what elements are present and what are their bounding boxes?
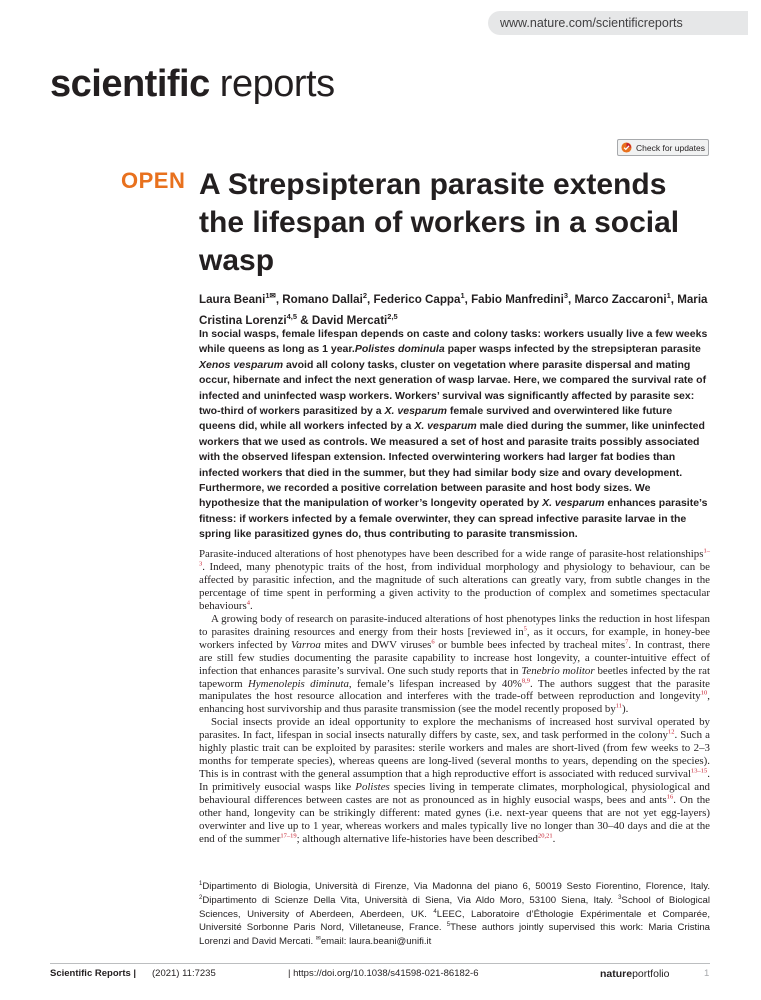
check-for-updates-label: Check for updates	[636, 143, 705, 153]
affiliations: $^1$Dipartimento di Biologia, Università di Firenze, Via Madonna del piano 6, 50019 Sesto Fiorentino, Florence, Italy. $^2$Dipartimento di Scienze Della Vita, Università di Siena, Via Aldo Moro, 53100 Siena, Italy. $^3$School of Biological Sciences, University of Aberdeen, Aberdeen, UK. $^4$LEEC, Laboratoire d’Éthologie Expérimentale et Comparée, Université Sorbonne Paris Nord, Villetaneuse, France. $^5$These authors jointly supervised this work: Maria Cristina Lorenzi and David Mercati. ✉email: laura.beani@unifi.it	[199, 880, 710, 948]
author-affiliation: 4,5	[286, 311, 298, 321]
author-name[interactable]: Fabio Manfredini	[471, 292, 564, 306]
author-affiliation: 3	[563, 291, 568, 300]
abstract: In social wasps, female lifespan depends on caste and colony tasks: workers usually live a few weeks while queens as long as 1 year.Polistes dominula paper wasps infected by the strepsipteran parasite Xenos vesparum avoid all colony tasks, cluster on vegetation where parasite dispersal and mating occur, hibernate and infect the next generation of wasp larvae. Here, we compared the survival rate of infected and uninfected wasp workers. Workers’ survival was significantly affected by parasite sex: two-third of workers parasitized by a X. vesparum female survived and overwintered like future queens did, while all workers infected by a X. vesparum male died during the summer, like uninfected workers that we used as controls. We measured a set of host and parasite traits possibly associated with the observed lifespan extension. Infected overwintering workers had larger fat bodies than infected workers that died in the summer, but they had similar body size and ovary development. Furthermore, we recorded a positive correlation between parasite and host body sizes. We hypothesize that the manipulation of worker’s longevity operated by X. vesparum enhances parasite’s fitness: if workers infected by a female overwinter, they can spread infective parasite larvae in the spring like parasitized gynes do, thus contributing to parasite transmission.	[199, 328, 708, 541]
masthead-bold: scientific	[50, 63, 210, 105]
masthead-light: reports	[219, 63, 335, 105]
reference-link[interactable]: 13–15	[691, 767, 708, 775]
reference-link[interactable]: 16	[666, 793, 674, 801]
footer-journal: Scientific Reports |	[50, 968, 137, 979]
author-list: Laura Beani$^{1✉}$, Romano Dallai$^2$, Federico Cappa$^1$, Fabio Manfredini$^3$, Marco Zaccaroni$^1$, Maria Cristina Lorenzi$^{4,5}$ & David Mercati$^{2,5}$	[199, 291, 708, 327]
page-footer	[50, 967, 710, 983]
reference-link[interactable]: 5	[523, 625, 527, 633]
open-access-label: OPEN	[121, 168, 186, 193]
crossmark-icon	[621, 142, 632, 153]
body-paragraph: Social insects provide an ideal opportunity to explore the mechanisms of increased host survival operated by parasites. In fact, lifespan in social insects naturally differs by caste, sex, and task performed in the colony$^{12}$. Such a highly plastic trait can be exploited by parasites: sterile workers and males are short-lived (from few weeks to 2–3 months for temperate species), whereas queens are long-lived (several months to years, depending on the species). This is in contrast with the general assumption that a high reproductive effort is associated with reduced survival$^{13-15}$. In primitively eusocial wasps like Polistes species living in temperate climates, morphological, physiological and behavioural differences between castes are not as pronounced as in highly eusocial wasps, bees and ants$^{16}$. On the other hand, longevity can be strikingly different: mated gynes (i.e. next-year queens that are not yet egg-layers) overwinter and live up to 1 year, whereas workers and males typically live no longer than 30–40 days and die at the end of the summer$^{17-19}$; although alternative life-histories have been described$^{20,21}$.	[199, 716, 711, 845]
reference-link[interactable]: 7	[625, 638, 629, 646]
reference-link[interactable]: 6	[431, 638, 435, 646]
footer-doi-link[interactable]: | https://doi.org/10.1038/s41598-021-86182-6	[288, 968, 479, 979]
publisher-logo: natureportfolio	[600, 968, 670, 980]
reference-link[interactable]: 17–19	[280, 832, 297, 840]
author-affiliation: 2	[362, 291, 367, 300]
author-name[interactable]: Laura Beani	[199, 292, 266, 306]
reference-link[interactable]: 8,9	[521, 676, 530, 684]
reference-link[interactable]: 20,21	[537, 832, 553, 840]
reference-link[interactable]: 1–3	[199, 547, 710, 568]
author-name[interactable]: Marco Zaccaroni	[574, 292, 667, 306]
page-number: 1	[704, 968, 710, 979]
reference-link[interactable]: 4	[246, 599, 251, 607]
journal-url[interactable]: www.nature.com/scientificreports	[488, 11, 748, 35]
reference-link[interactable]: 11	[615, 702, 623, 710]
author-name[interactable]: Federico Cappa	[373, 292, 461, 306]
check-for-updates-button[interactable]	[617, 139, 709, 156]
author-name[interactable]: Romano Dallai	[282, 292, 363, 306]
footer-divider	[50, 963, 710, 964]
author-affiliation: 1	[460, 291, 465, 300]
journal-masthead	[50, 62, 335, 106]
article-body	[199, 548, 710, 846]
reference-link[interactable]: 12	[667, 728, 675, 736]
corresponding-email[interactable]: email: laura.beani@unifi.it	[320, 936, 432, 948]
reference-link[interactable]: 10	[700, 689, 708, 697]
author-name[interactable]: Maria Cristina Lorenzi	[199, 292, 708, 327]
author-affiliation: 1✉	[265, 291, 276, 300]
body-paragraph: Parasite-induced alterations of host phenotypes have been described for a wide range of parasite-host relationships$^{1-3}$. Indeed, many phenotypic traits of the host, from individual morphology and physiology to behaviour, can be affected by parasitic infection, and the magnitude of such alterations can greatly vary, from subtle changes in the percentage of time spent in performing a given activity to the production of complex and sometimes spectacular behaviours$^4$.	[199, 547, 710, 612]
footer-volume: (2021) 11:7235	[152, 968, 216, 979]
author-name[interactable]: David Mercati	[311, 313, 388, 327]
article-title: A Strepsipteran parasite extends the lifespan of workers in a social wasp	[199, 168, 680, 277]
author-affiliation: 1	[666, 291, 671, 300]
body-paragraph: A growing body of research on parasite-induced alterations of host phenotypes links the reduction in host lifespan to parasites draining resources and energy from their hosts [reviewed $in^5$, as it occurs, for example, in honey-bee workers infected by Varroa mites and DWV viruses$^6$ or bumble bees infected by tracheal mites$^7$. In contrast, there are still few studies documenting the parasite capability to increase host longevity, a counter-intuitive effect of infection that enhances parasite’s survival. One such study reports that in Tenebrio molitor beetles infected by the rat tapeworm Hymenolepis diminuta, female’s lifespan increased by 40%$^{8,9}$. The authors suggest that the parasite manipulates the host resource allocation and interferes with the trade-off between reproduction and longevity$^{10}$, enhancing host survivorship and thus parasite transmission (see the model recently proposed $by^{11}$).	[199, 612, 710, 716]
email-icon: ✉	[315, 936, 321, 942]
author-affiliation: 2,5	[387, 311, 398, 321]
